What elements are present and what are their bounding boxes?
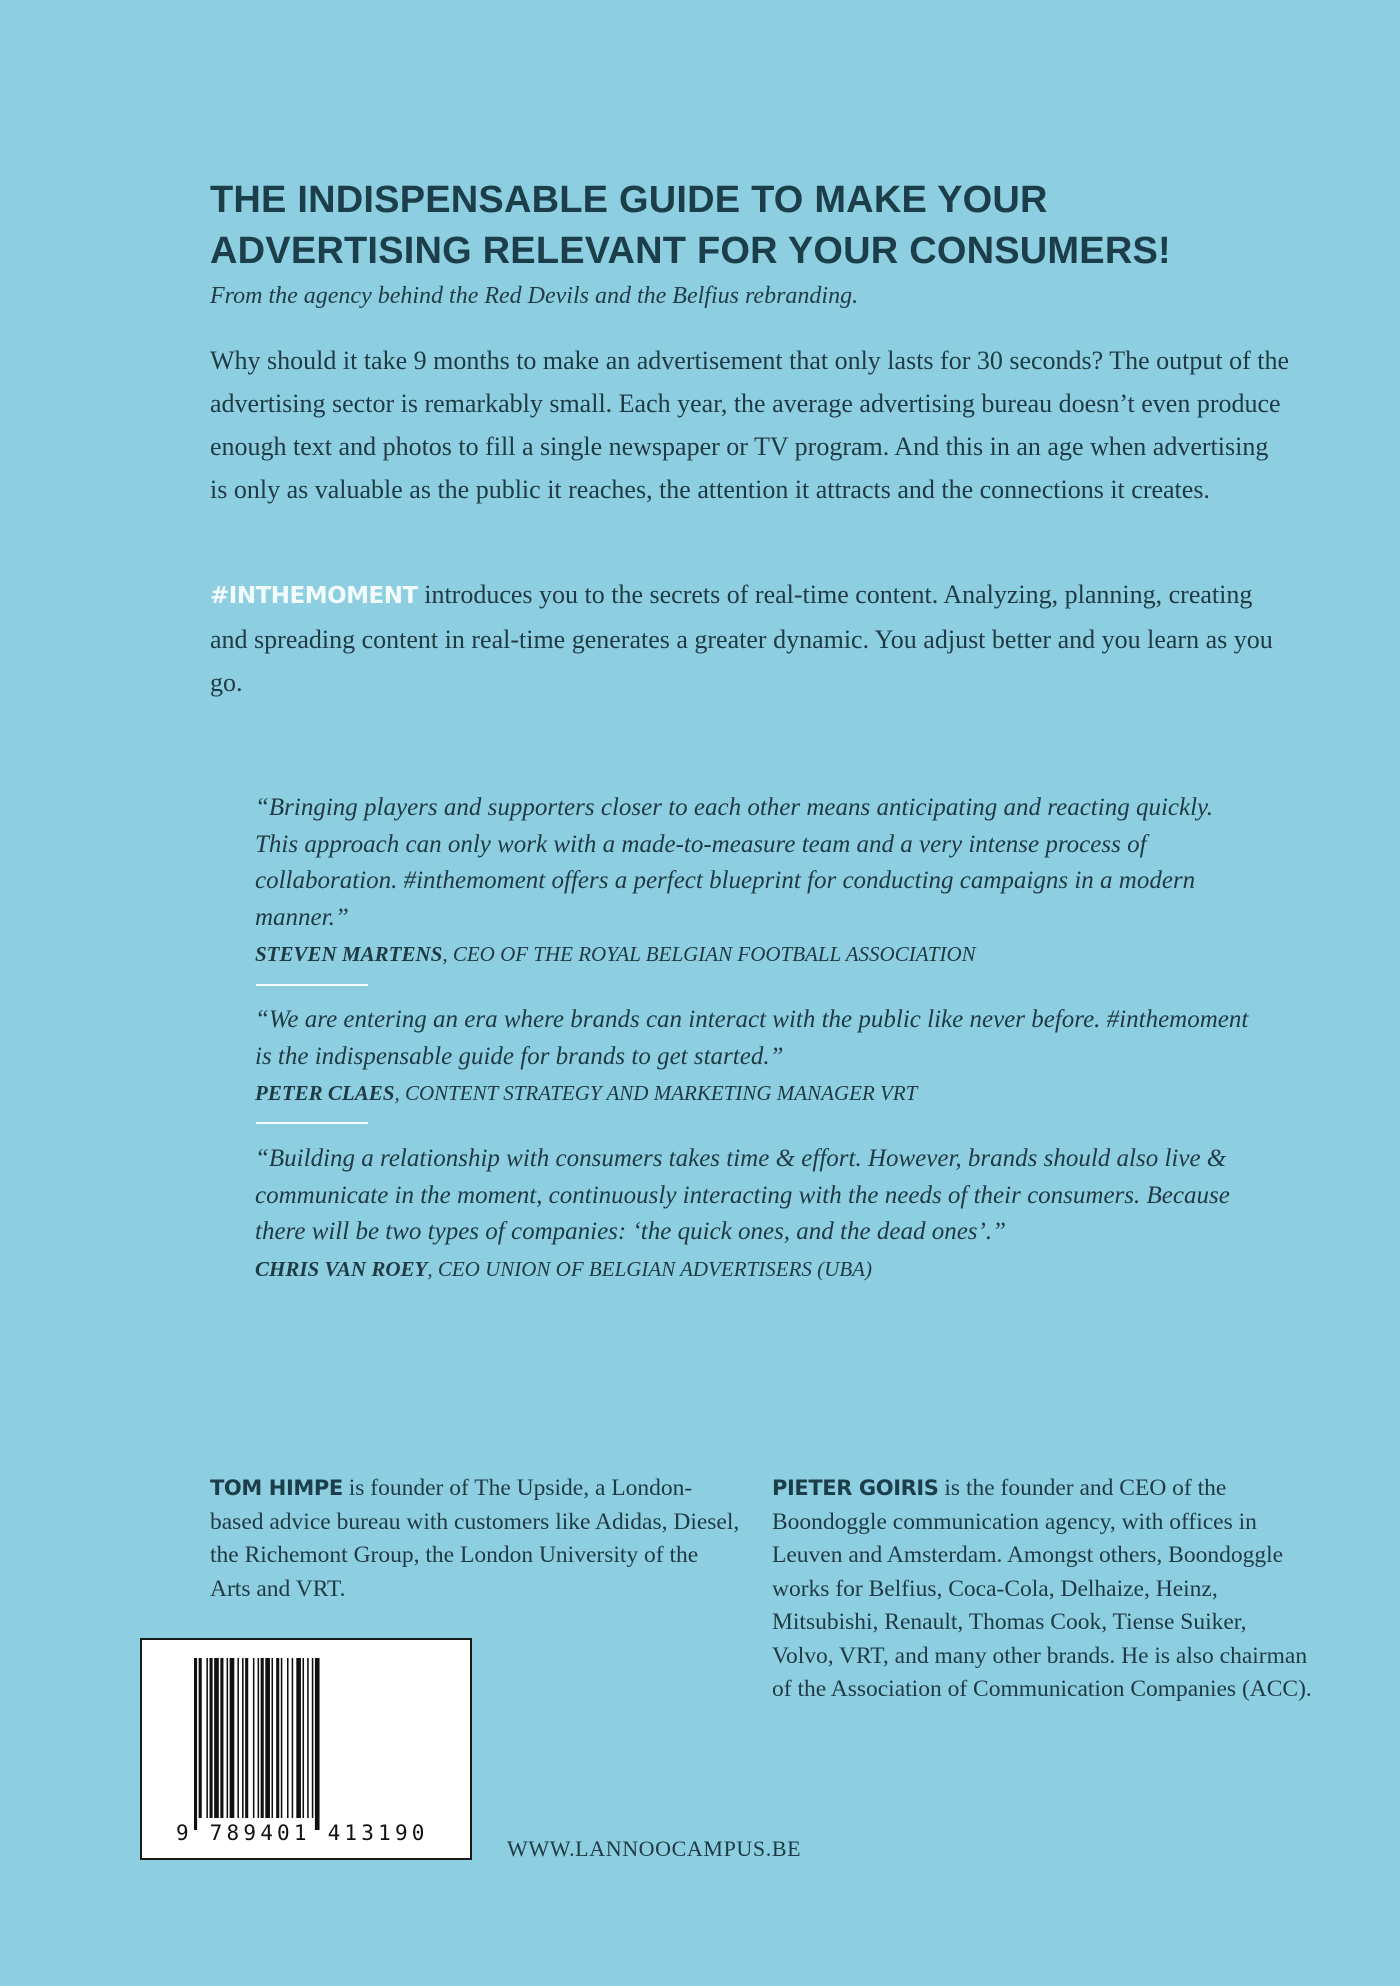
author-bio-text: is founder of The Upside, a London-based advice bureau with customers like Adidas, Diesel, the Richemont Group, the London University of the Arts and VRT. (210, 1475, 740, 1602)
quote-text: “Bringing players and supporters closer to each other means anticipating and reacting quickly. This approach can only work with a made-to-measure team and a very intense process of collaboration. #inthemoment offers a perfect blueprint for conducting campaigns in a modern manner.” (255, 794, 1213, 931)
quote-peter-claes (255, 1002, 1255, 1107)
quote-text: “Building a relationship with consumers takes time & effort. However, brands should also live & communicate in the moment, continuously interacting with the needs of their consumers. Because there will be two types of companies: ‘the quick ones, and the dead ones’.” (255, 1145, 1230, 1245)
quote-chris-van-roey (255, 1141, 1255, 1283)
headline (210, 175, 1250, 277)
quote-attribution (255, 1079, 1255, 1107)
intro-paragraph-1: Why should it take 9 months to make an advertisement that only lasts for 30 seconds? The output of the advertising sector is remarkably small. Each year, the average advertising bureau doesn’t even produce enough text and photos to fill a single newspaper or TV program. And this in an age when advertising is only as valuable as the public it reaches, the attention it attracts and the connections it creates. (210, 346, 1290, 504)
publisher-website: WWW.LANNOOCAMPUS.BE (507, 1836, 802, 1861)
author-name: PIETER GOIRIS (772, 1476, 939, 1500)
quote-author-role: , CONTENT STRATEGY AND MARKETING MANAGER VRT (394, 1081, 918, 1105)
quote-divider (256, 1122, 368, 1124)
hashtag-brand: #INTHEMOMENT (210, 583, 418, 609)
intro-paragraph-2 (210, 573, 1290, 704)
quote-divider (256, 984, 368, 986)
author-bio-text: is the founder and CEO of the Boondoggle communication agency, with offices in Leuven and Amsterdam. Amongst others, Boondoggle works for Belfius, Coca-Cola, Delhaize, Heinz, Mitsubishi, Renault, Thomas Cook, Tiense Suiker, Volvo, VRT, and many other brands. He is also chairman of the Association of Communication Companies (ACC). (772, 1475, 1312, 1702)
isbn-barcode (140, 1638, 472, 1860)
quote-author-name: PETER CLAES (255, 1081, 395, 1105)
quote-author-name: CHRIS VAN ROEY (255, 1256, 428, 1281)
quote-author-name: STEVEN MARTENS (255, 942, 443, 966)
author-name: TOM HIMPE (210, 1476, 343, 1500)
quote-attribution (255, 1255, 1255, 1283)
quote-author-role: , CEO OF THE ROYAL BELGIAN FOOTBALL ASSOCIATION (442, 942, 976, 966)
author-bio-pieter-goiris (772, 1472, 1312, 1707)
headline-line-2: ADVERTISING RELEVANT FOR YOUR CONSUMERS! (210, 230, 1171, 272)
headline-line-1: THE INDISPENSABLE GUIDE TO MAKE YOUR (210, 179, 1048, 221)
isbn-digits: 9 789401 413190 (176, 1821, 429, 1845)
quote-attribution (255, 940, 1255, 968)
quote-author-role: , CEO UNION OF BELGIAN ADVERTISERS (UBA) (427, 1256, 872, 1281)
intro-paragraph-2-text: introduces you to the secrets of real-time content. Analyzing, planning, creating and spreading content in real-time generates a greater dynamic. You adjust better and you learn as you go. (210, 580, 1273, 697)
quote-steven-martens (255, 790, 1255, 968)
quote-text: “We are entering an era where brands can interact with the public like never before. #inthemoment is the indispensable guide for brands to get started.” (255, 1006, 1249, 1070)
tagline: From the agency behind the Red Devils and the Belfius rebranding. (210, 283, 859, 309)
author-bio-tom-himpe (210, 1472, 740, 1606)
